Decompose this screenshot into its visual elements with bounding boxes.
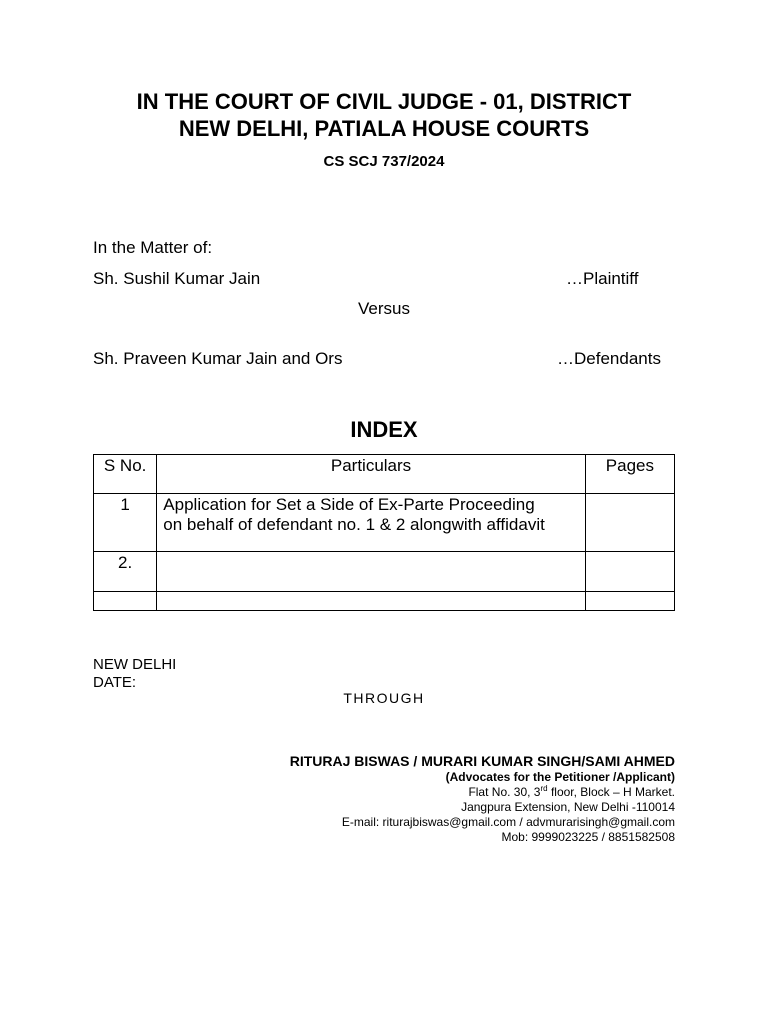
advocate-mobile: Mob: 9999023225 / 8851582508 <box>501 830 675 844</box>
footer-place: NEW DELHI <box>93 656 177 673</box>
table-row <box>94 592 675 611</box>
column-header-sno: S No. <box>94 455 157 494</box>
plaintiff-role: …Plaintiff <box>566 269 639 288</box>
advocate-role: (Advocates for the Petitioner /Applicant) <box>445 770 675 784</box>
court-title-line1: IN THE COURT OF CIVIL JUDGE - 01, DISTRICT <box>136 89 632 114</box>
court-title <box>0 88 768 142</box>
defendant-name: Sh. Praveen Kumar Jain and Ors <box>93 349 343 368</box>
particulars-line: on behalf of defendant no. 1 & 2 alongwith affidavit <box>163 515 545 534</box>
footer-date: DATE: <box>93 674 137 691</box>
cell-pages <box>585 552 674 592</box>
cell-particulars <box>157 592 585 611</box>
particulars-line: Application for Set a Side of Ex-Parte Proceeding <box>163 495 535 514</box>
advocate-block <box>290 752 675 845</box>
index-heading: INDEX <box>350 417 418 442</box>
through-label: THROUGH <box>343 690 425 706</box>
cell-sno: 2. <box>94 552 157 592</box>
index-table <box>93 454 675 611</box>
address-text: floor, Block – H Market. <box>547 785 675 799</box>
matter-intro: In the Matter of: <box>93 238 213 257</box>
advocate-address-line1 <box>290 785 675 800</box>
address-superscript: rd <box>540 784 548 793</box>
cell-sno <box>94 592 157 611</box>
advocate-email: E-mail: riturajbiswas@gmail.com / advmurarisingh@gmail.com <box>341 815 675 829</box>
column-header-pages: Pages <box>585 455 674 494</box>
plaintiff-name: Sh. Sushil Kumar Jain <box>93 269 261 288</box>
case-number: CS SCJ 737/2024 <box>323 153 445 170</box>
cell-particulars <box>157 552 585 592</box>
court-title-line2: NEW DELHI, PATIALA HOUSE COURTS <box>178 116 590 141</box>
advocate-address-line2: Jangpura Extension, New Delhi -110014 <box>461 800 675 814</box>
versus-label: Versus <box>358 299 410 318</box>
cell-sno: 1 <box>94 494 157 552</box>
table-row <box>94 494 675 552</box>
column-header-particulars: Particulars <box>157 455 585 494</box>
cell-pages <box>585 592 674 611</box>
cell-particulars <box>157 494 585 552</box>
cell-pages <box>585 494 674 552</box>
table-row <box>94 552 675 592</box>
table-header-row <box>94 455 675 494</box>
advocate-names: RITURAJ BISWAS / MURARI KUMAR SINGH/SAMI AHMED <box>289 753 675 769</box>
address-text: Flat No. 30, 3 <box>468 785 541 799</box>
defendant-role: …Defendants <box>557 349 661 368</box>
